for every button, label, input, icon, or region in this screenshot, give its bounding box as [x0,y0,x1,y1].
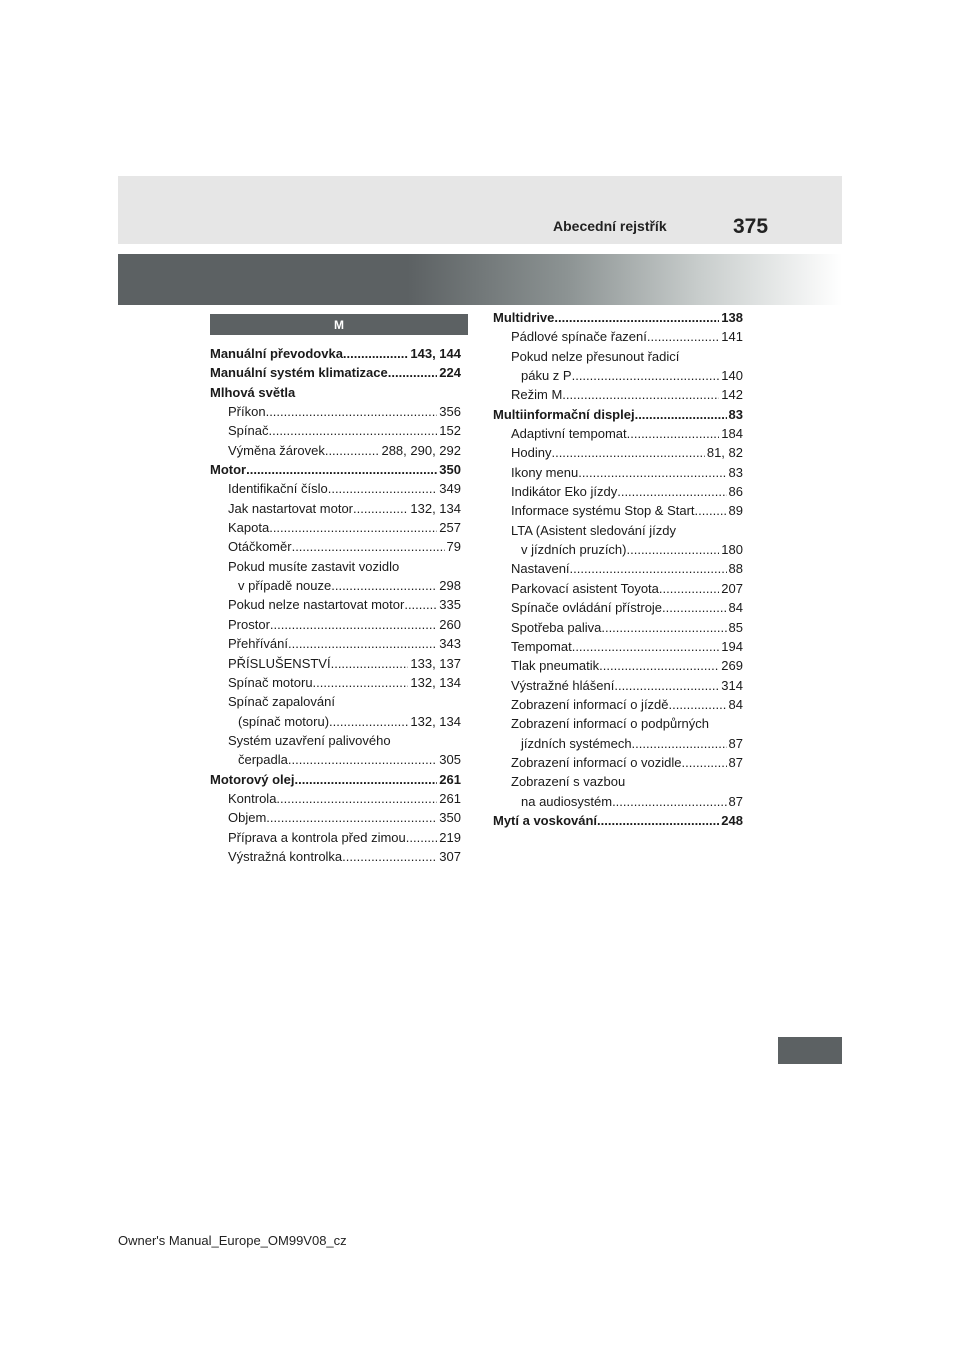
index-entry-page [679,347,681,366]
index-entry [493,482,743,501]
index-entry-page: 152 [439,423,461,439]
index-entry [493,366,743,385]
index-entry-label: Parkovací asistent Toyota [511,580,659,596]
index-entry-label: Objem [228,810,267,826]
index-entry [210,518,461,537]
leader-dots [328,479,438,498]
index-entry-page: 84 [728,696,743,712]
leader-dots [288,634,437,653]
index-entry [493,753,743,772]
index-entry [493,405,743,424]
leader-dots [325,441,380,460]
leader-dots [669,695,727,714]
index-entry-label: Identifikační číslo [228,481,328,497]
index-entry-page [709,714,711,733]
leader-dots [662,598,726,617]
index-entry [210,750,461,769]
index-entry [493,618,743,637]
index-entry-page: 260 [439,616,461,632]
index-entry [493,385,743,404]
index-entry-label: Pádlové spínače řazení [511,329,647,345]
page-footer: Owner's Manual_Europe_OM99V08_cz [118,1233,347,1248]
index-entry-page: 307 [439,848,461,864]
index-entry [210,557,461,576]
index-entry-page [625,772,627,791]
index-entry-page: 269 [721,658,743,674]
index-entry-label: Výstražné hlášení [511,677,615,693]
leader-dots [268,421,437,440]
index-entry-label: Prostor [228,616,270,632]
index-entry-page [295,383,297,402]
index-entry-page [391,731,393,750]
index-entry [210,421,461,440]
index-entry-page: 132, 134 [410,674,461,690]
index-entry-label: Systém uzavření palivového [228,732,391,748]
index-entry [493,598,743,617]
index-entry-page: 138 [721,310,743,325]
index-entry [493,772,743,791]
index-entry [493,327,743,346]
index-entry-label: Manuální systém klimatizace [210,365,388,381]
index-entry [210,363,461,382]
index-entry-page: 89 [728,503,743,519]
leader-dots [331,576,437,595]
index-entry-label: Mytí a voskování [493,812,598,828]
index-entry-page: 133, 137 [410,655,461,671]
index-entry [210,344,461,363]
index-entry-label: Zobrazení s vazbou [511,774,626,790]
leader-dots [659,579,719,598]
index-entry [493,540,743,559]
index-entry-label: Mlhová světla [210,384,296,400]
leader-dots [313,673,409,692]
index-entry-page: 87 [728,793,743,809]
index-entry-label: na audiosystém [521,793,613,809]
index-entry-page: 87 [728,754,743,770]
index-entry-page: 143, 144 [410,346,461,361]
leader-dots [578,463,726,482]
index-entry [493,559,743,578]
leader-dots [562,385,719,404]
index-entry-label: Zobrazení informací o jízdě [511,696,669,712]
index-entry-page: 261 [439,790,461,806]
index-entry-label: Pokud nelze přesunout řadicí [511,348,680,364]
index-entry-label: (spínač motoru) [238,713,330,729]
index-entry-page: 142 [721,387,743,403]
page-number: 375 [733,215,769,238]
index-entry-page [676,521,678,540]
index-entry [493,501,743,520]
index-entry-label: Zobrazení informací o podpůrných [511,716,709,732]
index-entry-label: Spotřeba paliva [511,619,602,635]
leader-dots [632,734,727,753]
index-entry-label: Nastavení [511,561,570,577]
decorative-gradient-band [118,254,842,305]
index-entry [493,443,743,462]
section-title: Abecední rejstřík [553,218,667,234]
leader-dots [270,615,437,634]
index-entry-page: 81, 82 [706,445,743,461]
leader-dots [627,424,720,443]
index-entry-page [399,557,401,576]
index-entry [210,847,461,866]
index-entry-page [335,692,337,711]
index-entry [210,712,461,731]
index-entry-label: Příprava a kontrola před zimou [228,829,406,845]
index-entry [493,424,743,443]
index-entry-label: Hodiny [511,445,552,461]
index-entry [493,637,743,656]
index-entry-label: Otáčkoměr [228,539,292,555]
index-entry [210,731,461,750]
leader-dots [635,405,727,424]
index-entry-label: Výměna žárovek [228,442,325,458]
leader-dots [295,770,438,789]
index-entry [493,579,743,598]
index-entry-label: Tlak pneumatik [511,658,600,674]
index-entry [493,656,743,675]
leader-dots [572,637,720,656]
leader-dots [695,501,727,520]
index-entry-label: Tempomat [511,638,572,654]
index-entry [210,654,461,673]
index-entry [210,673,461,692]
leader-dots [406,828,438,847]
index-entry [493,521,743,540]
index-entry-label: Motorový olej [210,771,295,787]
index-entry-label: Informace systému Stop & Start [511,503,695,519]
index-entry-page: 132, 134 [410,500,461,516]
index-entry-page: 180 [721,542,743,558]
leader-dots [597,811,719,830]
index-entry-page: 141 [721,329,743,345]
index-entry-label: Příkon [228,404,266,420]
index-entry-label: jízdních systémech [521,735,632,751]
index-entry [493,811,743,830]
leader-dots [682,753,727,772]
index-entry [493,676,743,695]
index-entry-page: 140 [721,368,743,384]
index-entry [210,595,461,614]
leader-dots [331,654,409,673]
index-entry-label: Jak nastartovat motor [228,500,353,516]
index-entry-page: 132, 134 [410,713,461,729]
leader-dots [329,712,408,731]
index-entry-page: 314 [721,677,743,693]
index-entry-label: Přehřívání [228,636,288,652]
index-entry [493,308,743,327]
index-entry-page: 219 [439,829,461,845]
index-entry [210,479,461,498]
index-entry-page: 343 [439,636,461,652]
leader-dots [627,540,720,559]
index-entry-page: 86 [728,484,743,500]
letter-section-header: M [210,314,468,335]
leader-dots [353,499,408,518]
index-entry-page: 350 [439,810,461,826]
leader-dots [647,327,719,346]
leader-dots [404,595,437,614]
leader-dots [601,618,726,637]
index-entry [210,789,461,808]
index-entry-label: Spínače ovládání přístroje [511,600,663,616]
index-entry-label: v případě nouze [238,578,332,594]
leader-dots [276,789,437,808]
index-entry-label: v jízdních pruzích) [521,542,627,558]
index-entry-page: 207 [721,580,743,596]
index-entry-page: 87 [728,735,743,751]
index-entry-label: Indikátor Eko jízdy [511,484,618,500]
index-entry-page: 85 [728,619,743,635]
index-entry [210,828,461,847]
index-entry [210,499,461,518]
leader-dots [288,750,437,769]
leader-dots [617,482,726,501]
index-entry-page: 298 [439,578,461,594]
index-column-left [210,344,461,866]
leader-dots [266,808,437,827]
thumb-index-tab [778,1037,842,1064]
index-entry [210,537,461,556]
index-entry-label: Zobrazení informací o vozidle [511,754,682,770]
index-entry [210,634,461,653]
index-entry-label: Režim M [511,387,563,403]
leader-dots [266,402,438,421]
index-entry-label: Pokud musíte zastavit vozidlo [228,558,400,574]
leader-dots [342,847,437,866]
index-entry [210,383,461,402]
leader-dots [551,443,704,462]
leader-dots [572,366,720,385]
index-entry-label: LTA (Asistent sledování jízdy [511,522,676,538]
index-entry [210,770,461,789]
leader-dots [554,308,719,327]
index-entry [210,615,461,634]
index-entry [210,576,461,595]
index-entry [493,734,743,753]
leader-dots [269,518,437,537]
index-entry [493,347,743,366]
index-entry-page: 257 [439,520,461,536]
index-entry-label: PŘÍSLUŠENSTVÍ [228,655,331,671]
index-entry [493,695,743,714]
index-entry-label: Kapota [228,520,270,536]
leader-dots [612,792,726,811]
index-entry-label: Adaptivní tempomat [511,426,627,442]
index-entry-label: Motor [210,462,247,478]
index-entry-label: Ikony menu [511,464,579,480]
index-entry-label: Výstražná kontrolka [228,848,343,864]
index-entry [210,808,461,827]
index-entry-page: 184 [721,426,743,442]
index-entry-page: 194 [721,638,743,654]
index-entry [493,792,743,811]
index-entry-label: čerpadla [238,752,288,768]
index-entry-label: Manuální převodovka [210,346,343,361]
index-entry-page: 349 [439,481,461,497]
index-entry-page: 305 [439,752,461,768]
index-entry-page: 224 [439,365,461,381]
index-entry-page: 83 [728,406,743,422]
index-entry [210,402,461,421]
index-column-right [493,308,743,830]
leader-dots [388,363,438,382]
index-entry-page: 350 [439,462,461,478]
index-entry-label: Multiinformační displej [493,406,635,422]
index-entry-label: páku z P [521,368,572,384]
index-entry-page: 356 [439,404,461,420]
leader-dots [343,344,408,363]
index-entry-page: 84 [728,600,743,616]
index-entry-page: 261 [439,771,461,787]
index-entry [493,463,743,482]
index-entry-label: Spínač motoru [228,674,313,690]
index-entry [210,441,461,460]
index-entry-label: Kontrola [228,790,277,806]
index-entry-page: 288, 290, 292 [381,442,461,458]
index-entry [493,714,743,733]
leader-dots [614,676,719,695]
index-entry-page: 79 [446,539,461,555]
index-entry [210,460,461,479]
leader-dots [599,656,719,675]
leader-dots [570,559,727,578]
index-entry-label: Multidrive [493,310,555,325]
index-entry-label: Spínač zapalování [228,694,335,710]
index-entry [210,692,461,711]
index-entry-page: 335 [439,597,461,613]
leader-dots [246,460,437,479]
index-entry-page: 88 [728,561,743,577]
index-entry-page: 248 [721,812,743,828]
index-entry-label: Spínač [228,423,269,439]
leader-dots [292,537,445,556]
index-entry-page: 83 [728,464,743,480]
index-entry-label: Pokud nelze nastartovat motor [228,597,405,613]
